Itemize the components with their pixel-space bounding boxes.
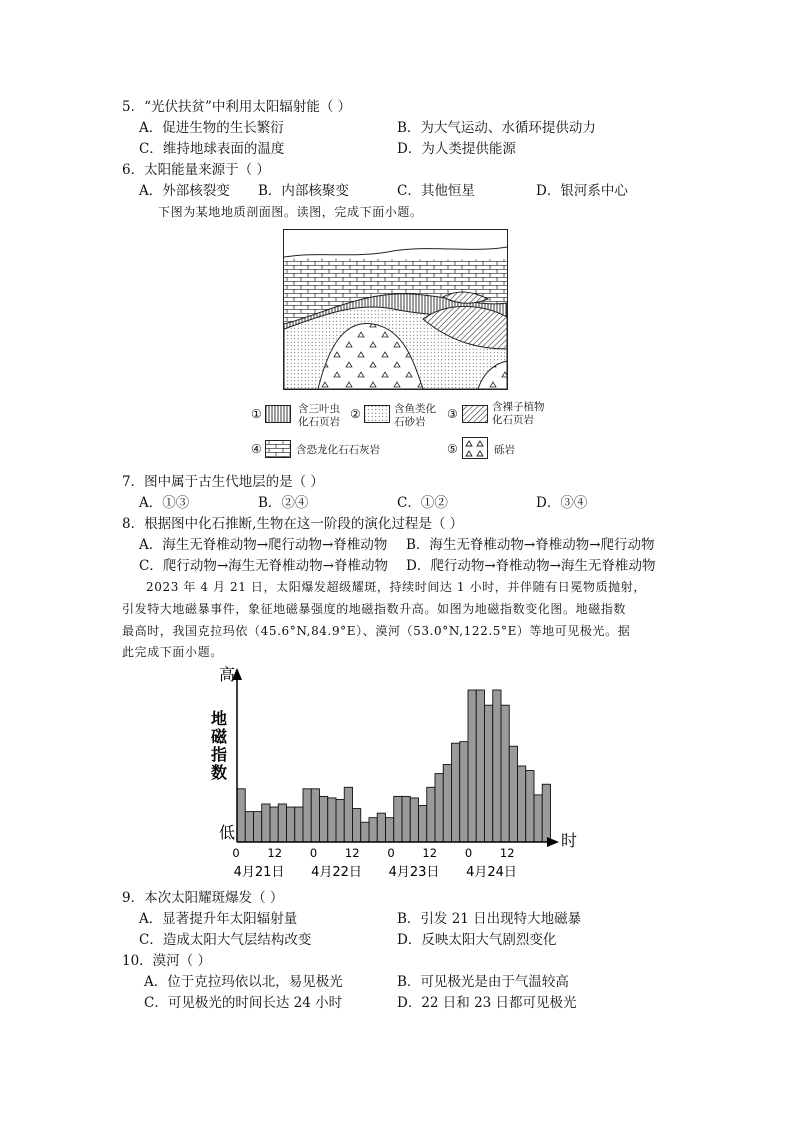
bar [452, 743, 460, 842]
legend-label-1b: 化石页岩 [298, 416, 340, 428]
legend-label-2b: 石砂岩 [394, 416, 426, 428]
bar [336, 799, 344, 842]
intro-aurora-line1: 2023 年 4 月 21 日，太阳爆发超级耀斑，持续时间达 1 小时，并伴随有日冕物质抛射， [146, 580, 646, 594]
x-tick-label: 0 [309, 846, 318, 860]
bar [518, 766, 526, 842]
x-axis-arrow [547, 837, 559, 847]
bar [377, 813, 385, 842]
x-tick-label: 12 [499, 846, 515, 860]
bar [410, 798, 418, 842]
intro-geology: 下图为某地地质剖面图。读图，完成下面小题。 [158, 205, 423, 219]
q8-option-c[interactable]: C．爬行动物→海生无脊椎动物→脊椎动物 [139, 558, 388, 574]
q6-option-d[interactable]: D．银河系中心 [536, 183, 628, 199]
q10-stem: 10．漠河（ ） [122, 953, 211, 969]
q9-option-c[interactable]: C．造成太阳大气层结构改变 [139, 932, 312, 948]
x-tick-label: 0 [232, 846, 240, 860]
bars-group [237, 690, 551, 842]
q8-stem: 8．根据图中化石推断,生物在这一阶段的演化过程是（ ） [122, 516, 464, 532]
y-title-char: 数 [211, 763, 228, 782]
bar [443, 764, 451, 842]
y-axis-title [210, 709, 228, 782]
q10-option-c[interactable]: C．可见极光的时间长达 24 小时 [144, 995, 343, 1011]
q6-option-c[interactable]: C．其他恒星 [397, 183, 475, 199]
bar [476, 690, 484, 842]
x-tick-label: 12 [422, 846, 438, 860]
legend-swatch-trilobite-shale [265, 405, 291, 423]
q6-stem: 6．太阳能量来源于（ ） [122, 162, 270, 178]
bar [353, 809, 361, 842]
geomagnetic-index-chart [205, 660, 590, 885]
bar [320, 796, 328, 842]
q9-option-b[interactable]: B．引发 21 日出现特大地磁暴 [397, 911, 582, 927]
bar [386, 818, 394, 842]
q7-option-b[interactable]: B．②④ [258, 495, 309, 511]
legend-label-3a: 含裸子植物 [492, 401, 545, 413]
bar [254, 812, 262, 842]
q8-option-b[interactable]: B．海生无脊椎动物→脊椎动物→爬行动物 [406, 537, 655, 553]
bar [278, 804, 286, 842]
intro-aurora-line3: 最高时，我国克拉玛依（45.6°N,84.9°E）、漠河（53.0°N,122.5°E）等地可见极光。据 [122, 624, 631, 638]
legend-num-3: ③ [447, 407, 458, 421]
q10-option-b[interactable]: B．可见极光是由于气温较高 [397, 974, 569, 990]
bar [402, 796, 410, 842]
intro-aurora-line2: 引发特大地磁暴事件，象征地磁暴强度的地磁指数升高。如图为地磁指数变化图。地磁指数 [122, 602, 627, 616]
bar [493, 690, 501, 842]
x-tick-label: 12 [344, 846, 360, 860]
bar [262, 804, 270, 842]
geologic-section-figure [283, 229, 508, 390]
q7-option-c[interactable]: C．①② [397, 495, 448, 511]
bar [526, 771, 534, 842]
y-title-char: 地 [211, 709, 228, 728]
bar [303, 789, 311, 842]
q5-stem: 5．“光伏扶贫”中利用太阳辐射能（ ） [122, 99, 352, 115]
day-label: 4月23日 [388, 865, 440, 880]
bar [361, 822, 369, 842]
q6-option-b[interactable]: B．内部核聚变 [258, 183, 349, 199]
x-tick-label: 0 [464, 846, 473, 860]
bar [344, 787, 352, 842]
bar [501, 705, 509, 842]
legend-label-3b: 化石页岩 [492, 414, 534, 426]
q8-option-a[interactable]: A．海生无脊椎动物→爬行动物→脊椎动物 [139, 537, 388, 553]
bar [542, 784, 550, 842]
bar [328, 798, 336, 842]
bar [270, 807, 278, 842]
bar [295, 807, 303, 842]
q6-option-a[interactable]: A．外部核裂变 [139, 183, 230, 199]
x-tick-label: 0 [387, 846, 395, 860]
q5-option-a[interactable]: A．促进生物的生长繁衍 [139, 120, 284, 136]
y-bottom-label: 低 [219, 823, 236, 842]
legend-num-4: ④ [251, 442, 262, 456]
q9-option-d[interactable]: D．反映太阳大气剧烈变化 [397, 932, 557, 948]
intro-aurora-line4: 此完成下面小题。 [122, 645, 223, 659]
q8-option-d[interactable]: D．爬行动物→脊椎动物→海生无脊椎动物 [406, 558, 656, 574]
day-label: 4月21日 [233, 865, 285, 880]
bar [485, 705, 493, 842]
q7-option-d[interactable]: D．③④ [536, 495, 588, 511]
q5-option-c[interactable]: C．维持地球表面的温度 [139, 141, 285, 157]
bar [237, 789, 245, 842]
bar [468, 690, 476, 842]
day-labels [234, 865, 517, 880]
x-tick-labels [232, 846, 514, 860]
x-axis-label: 时 [561, 831, 578, 850]
legend-num-5: ⑤ [447, 442, 458, 456]
bar [419, 806, 427, 842]
y-title-char: 磁 [211, 727, 228, 746]
y-title-char: 指 [211, 745, 228, 764]
q10-option-a[interactable]: A．位于克拉玛依以北，易见极光 [144, 974, 343, 990]
legend-label-4: 含恐龙化石石灰岩 [296, 444, 380, 456]
q5-option-d[interactable]: D．为人类提供能源 [397, 141, 516, 157]
legend-label-1a: 含三叶虫 [298, 403, 340, 415]
bar [435, 774, 443, 842]
legend-num-2: ② [350, 407, 361, 421]
q5-option-b[interactable]: B．为大气运动、水循环提供动力 [397, 120, 596, 136]
day-label: 4月22日 [311, 865, 362, 880]
legend-label-2a: 含鱼类化 [394, 403, 436, 415]
bar [534, 795, 542, 842]
bar [460, 742, 468, 842]
q9-option-a[interactable]: A．显著提升年太阳辐射量 [139, 911, 298, 927]
bar [245, 812, 253, 842]
q9-stem: 9．本次太阳耀斑爆发（ ） [122, 890, 284, 906]
legend-swatch-gymnosperm-shale [462, 405, 488, 423]
q7-stem: 7．图中属于古生代地层的是（ ） [122, 474, 324, 490]
bar [287, 807, 295, 842]
y-top-label: 高 [219, 665, 236, 684]
bar [311, 789, 319, 842]
q7-option-a[interactable]: A．①③ [139, 495, 190, 511]
bar [394, 796, 402, 842]
legend-swatch-fish-sandstone [364, 405, 390, 423]
legend-swatch-dinosaur-limestone [265, 440, 291, 458]
legend-label-5: 砾岩 [494, 444, 515, 456]
day-label: 4月24日 [466, 865, 517, 880]
bar [369, 818, 377, 842]
x-tick-label: 12 [267, 846, 283, 860]
legend-swatch-conglomerate [462, 437, 488, 459]
q10-option-d[interactable]: D．22 日和 23 日都可见极光 [397, 995, 577, 1011]
legend-num-1: ① [251, 407, 262, 421]
bar [509, 746, 517, 842]
bar [427, 787, 435, 842]
